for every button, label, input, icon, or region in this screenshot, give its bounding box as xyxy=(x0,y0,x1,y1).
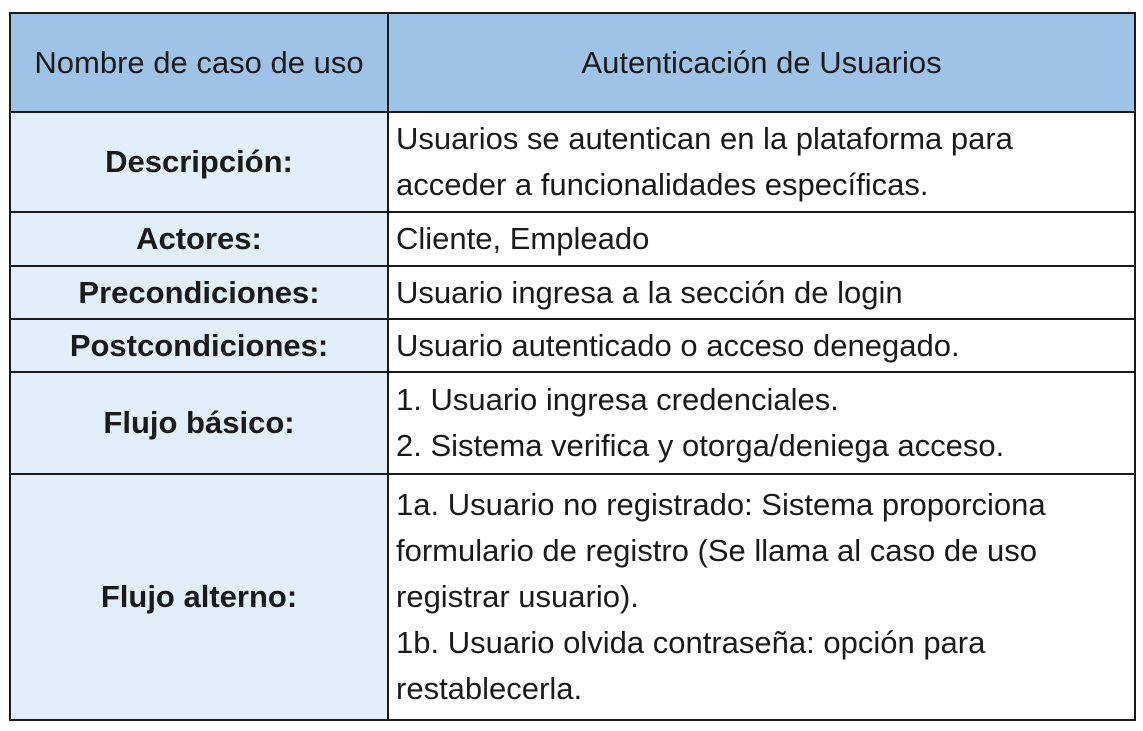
table-header-row xyxy=(10,13,1135,112)
table-row-actores xyxy=(10,212,1135,266)
text-line: acceder a funcionalidades específicas. xyxy=(396,167,929,202)
use-case-name-value: Autenticación de Usuarios xyxy=(388,13,1135,112)
text-line: registrar usuario). xyxy=(396,579,639,614)
text-line: Usuario ingresa a la sección de login xyxy=(396,274,903,310)
use-case-table xyxy=(9,12,1136,721)
text-line: Usuarios se autentican en la plataforma para xyxy=(396,121,1013,156)
table-row-descripcion xyxy=(10,112,1135,212)
text-line: 2. Sistema verifica y otorga/deniega acceso. xyxy=(396,428,1005,463)
text-line: 1. Usuario ingresa credenciales. xyxy=(396,382,839,417)
table-row-precondiciones xyxy=(10,266,1135,319)
use-case-name-label: Nombre de caso de uso xyxy=(10,13,388,112)
text-line: 1b. Usuario olvida contraseña: opción para xyxy=(396,625,986,660)
row-value-precondiciones xyxy=(388,266,1135,319)
text-line: 1a. Usuario no registrado: Sistema proporciona xyxy=(396,487,1046,522)
table-row-flujo-alterno xyxy=(10,474,1135,720)
text-line: Cliente, Empleado xyxy=(396,221,650,256)
text-line: restablecerla. xyxy=(396,671,583,706)
table-row-postcondiciones xyxy=(10,319,1135,372)
row-label-actores: Actores: xyxy=(10,212,388,266)
table-row-flujo-basico xyxy=(10,372,1135,474)
row-label-precondiciones: Precondiciones: xyxy=(10,266,388,319)
row-label-flujo-alterno: Flujo alterno: xyxy=(10,474,388,720)
text-line: formulario de registro (Se llama al caso de uso xyxy=(396,533,1037,568)
row-label-descripcion: Descripción: xyxy=(10,112,388,212)
row-value-descripcion xyxy=(388,112,1135,212)
row-label-postcondiciones: Postcondiciones: xyxy=(10,319,388,372)
text-line: Usuario autenticado o acceso denegado. xyxy=(396,327,960,363)
row-value-postcondiciones xyxy=(388,319,1135,372)
row-label-flujo-basico: Flujo básico: xyxy=(10,372,388,474)
row-value-flujo-basico xyxy=(388,372,1135,474)
row-value-actores xyxy=(388,212,1135,266)
row-value-flujo-alterno xyxy=(388,474,1135,720)
